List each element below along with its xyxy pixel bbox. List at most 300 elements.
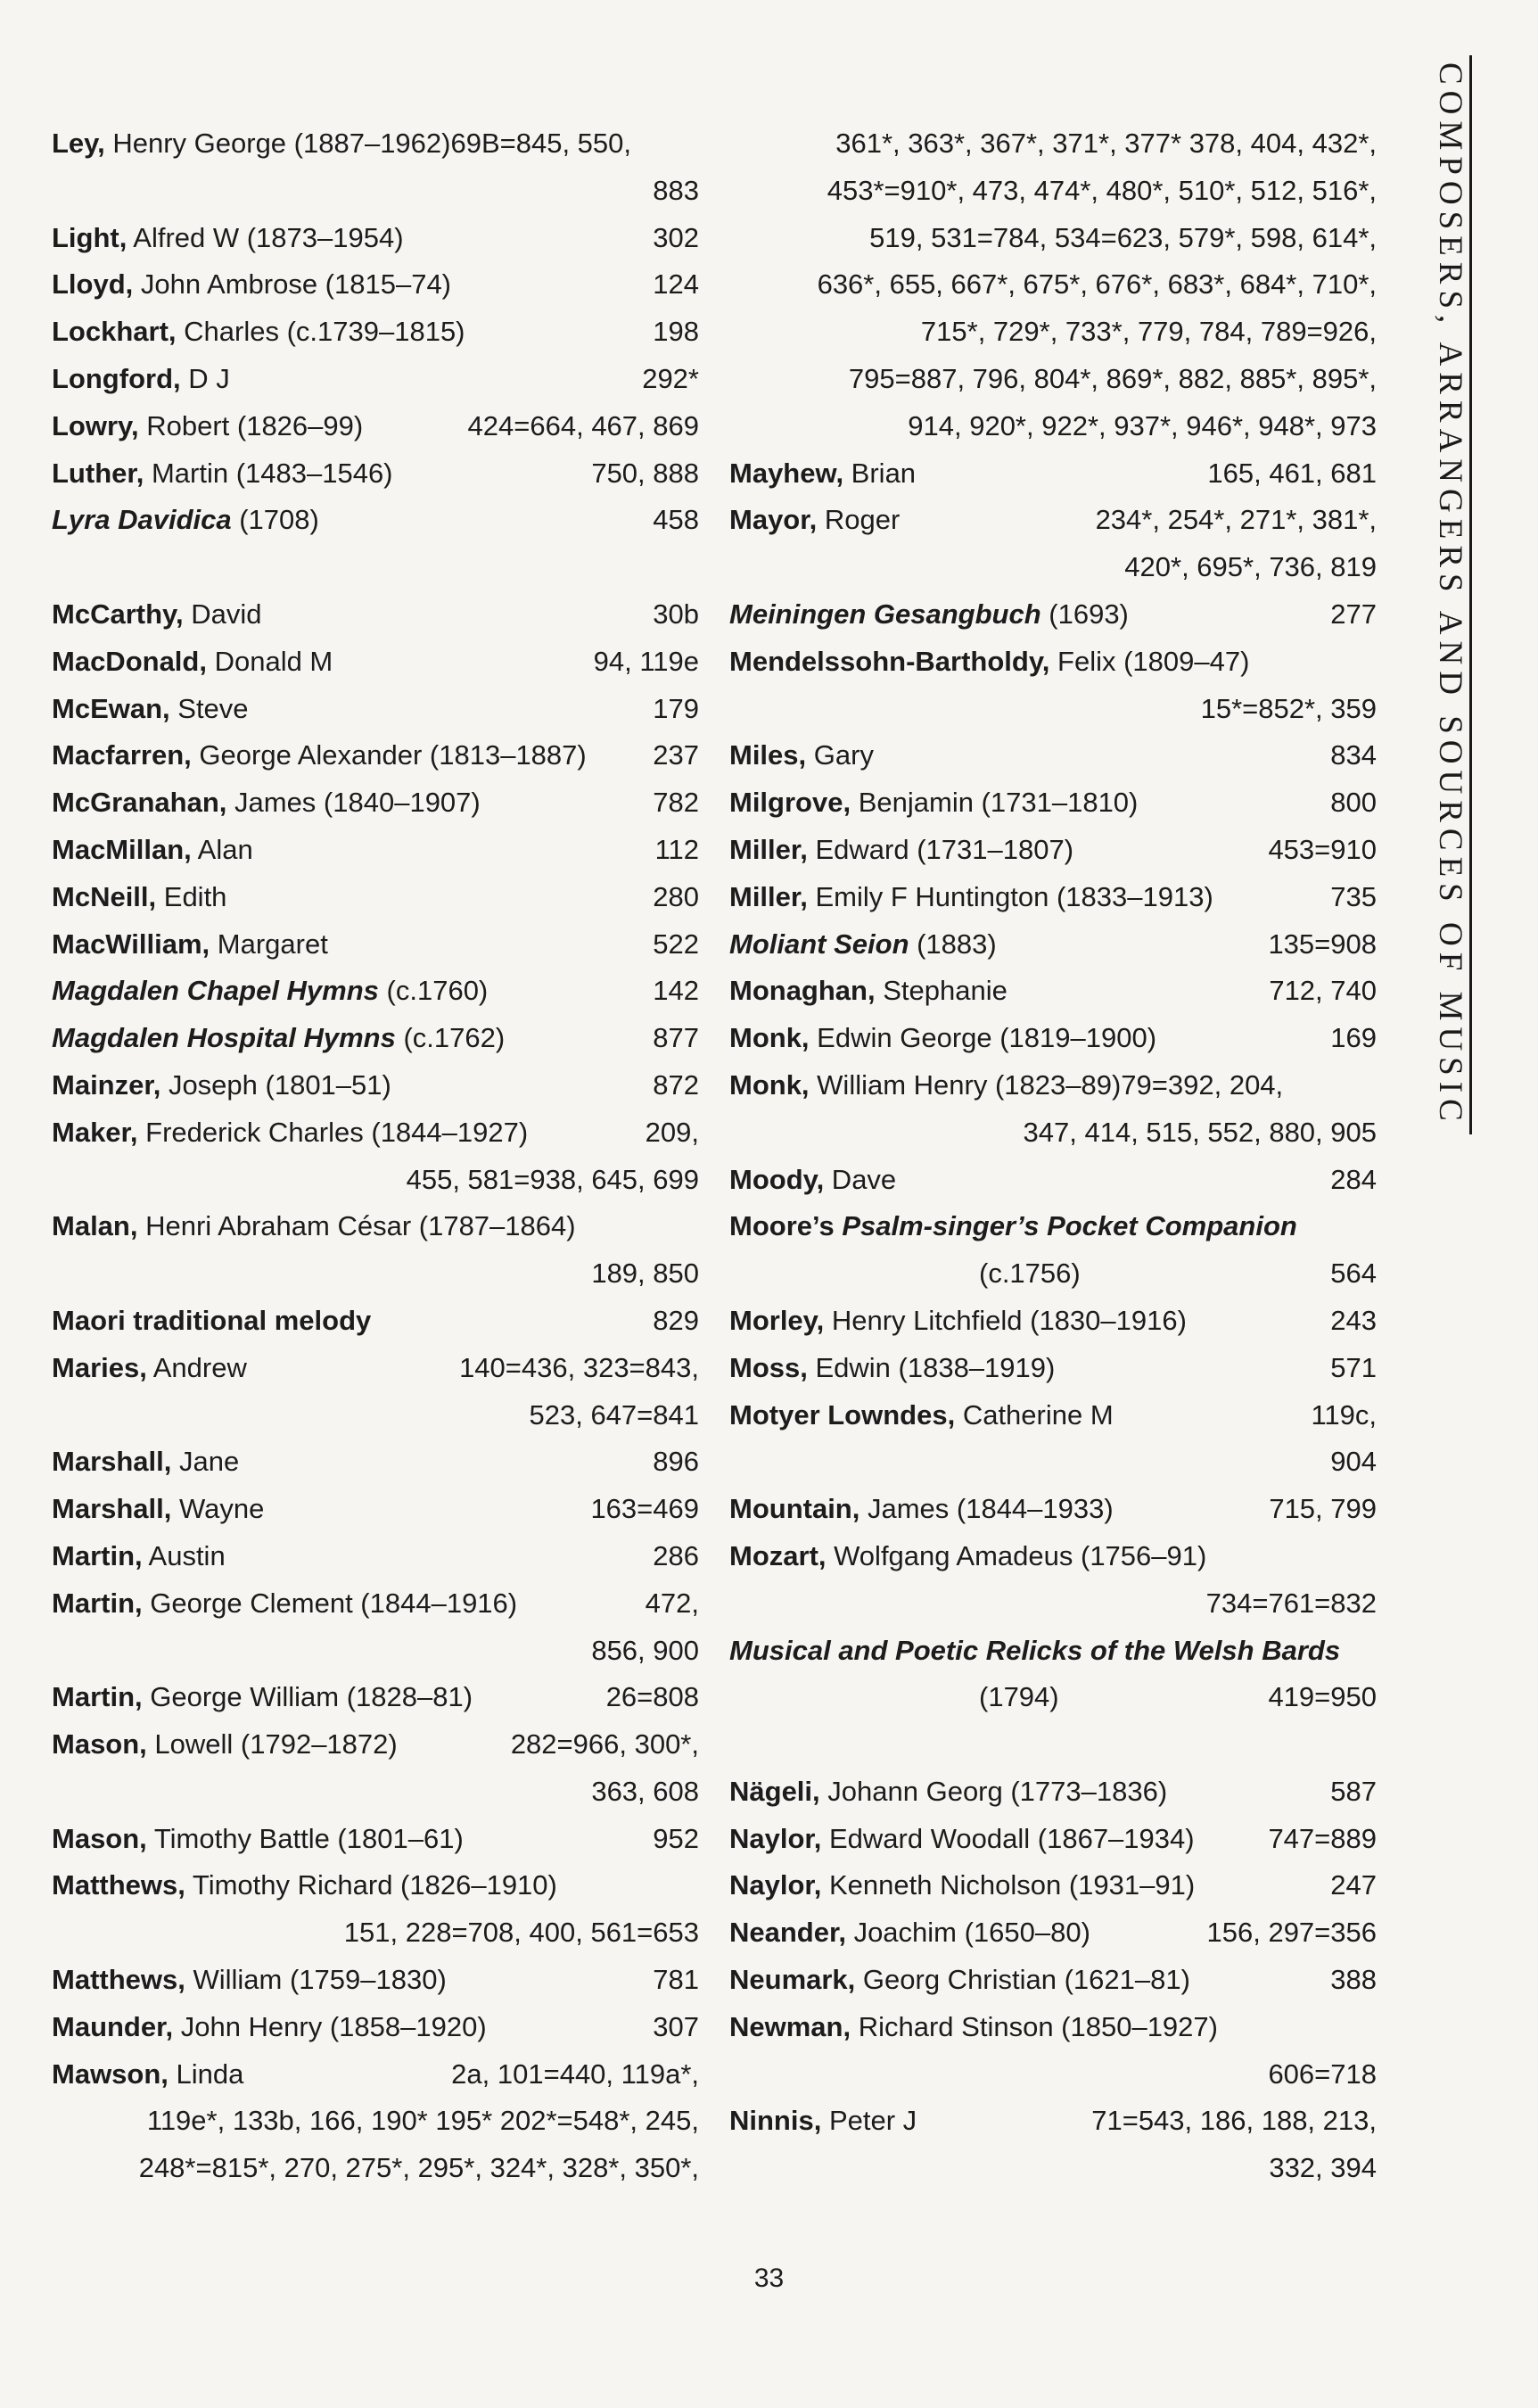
entry-name: Miller, — [729, 833, 808, 865]
entry-line — [52, 309, 699, 356]
entry-references: 361*, 363*, 367*, 371*, 377* 378, 404, 432*, — [835, 128, 1377, 159]
index-entry — [729, 1015, 1377, 1062]
entry-heading — [729, 1533, 1206, 1580]
entry-references: 419=950 — [1268, 1681, 1377, 1713]
entry-details: Lowell (1792–1872) — [146, 1728, 398, 1761]
index-entry — [729, 1533, 1377, 1628]
index-entry — [52, 261, 699, 309]
entry-name: Nägeli, — [729, 1775, 820, 1807]
index-entry — [52, 779, 699, 827]
entry-name: Moody, — [729, 1163, 825, 1195]
entry-line — [52, 403, 699, 450]
entry-references: 135=908 — [1268, 928, 1377, 960]
entry-details: Jane — [171, 1446, 240, 1478]
entry-heading — [52, 2004, 487, 2051]
entry-references: 156, 297=356 — [1206, 1917, 1377, 1949]
entry-heading — [729, 779, 1138, 827]
entry-line — [52, 1721, 699, 1769]
entry-line — [52, 1580, 699, 1628]
entry-continuation-line — [52, 1909, 699, 1957]
index-entry — [729, 1298, 1377, 1345]
entry-name: Malan, — [52, 1210, 138, 1242]
entry-details: Edward (1731–1807) — [807, 833, 1074, 865]
entry-references: 119e*, 133b, 166, 190* 195* 202*=548*, 245, — [146, 2105, 699, 2137]
entry-heading — [52, 1345, 247, 1392]
entry-heading — [52, 1533, 226, 1580]
index-entry — [52, 1580, 699, 1675]
entry-name-title: Psalm-singer’s Pocket Companion — [842, 1210, 1297, 1242]
entry-heading — [729, 968, 1008, 1015]
entry-line — [729, 1486, 1377, 1533]
entry-line — [52, 921, 699, 969]
entry-references: 124 — [653, 268, 699, 301]
entry-line — [729, 1015, 1377, 1062]
entry-heading — [52, 1203, 576, 1250]
entry-continuation-line — [729, 1250, 1377, 1298]
entry-details: George William (1828–81) — [142, 1681, 473, 1713]
entry-heading — [729, 1157, 896, 1204]
entry-heading — [729, 921, 997, 969]
entry-name: Monaghan, — [729, 975, 876, 1007]
entry-details: Edward Woodall (1867–1934) — [821, 1822, 1195, 1854]
index-entry — [52, 403, 699, 450]
entry-continuation-line — [729, 1109, 1377, 1157]
entry-details: (1708) — [231, 504, 319, 536]
entry-line — [729, 827, 1377, 874]
entry-references: 189, 850 — [591, 1258, 699, 1290]
entry-name: Maries, — [52, 1351, 147, 1383]
index-entry — [52, 1674, 699, 1721]
entry-references: 522 — [653, 928, 699, 960]
entry-name: Macfarren, — [52, 739, 192, 771]
entry-line — [52, 1203, 699, 1250]
entry-name: MacMillan, — [52, 833, 192, 865]
entry-line — [52, 1957, 699, 2004]
index-entry — [729, 1816, 1377, 1863]
entry-references: 715*, 729*, 733*, 779, 784, 789=926, — [920, 316, 1377, 348]
entry-continuation-line — [52, 1250, 699, 1298]
entry-name: Luther, — [52, 457, 144, 489]
entry-name: Maker, — [52, 1116, 138, 1148]
entry-continuation-line — [52, 1392, 699, 1439]
entry-name: Light, — [52, 221, 127, 253]
entry-heading — [52, 1439, 239, 1486]
entry-details: Alan — [191, 833, 253, 865]
index-entry — [729, 1862, 1377, 1909]
entry-references: 519, 531=784, 534=623, 579*, 598, 614*, — [869, 221, 1377, 253]
entry-name: Ley, — [52, 128, 105, 159]
entry-heading — [52, 1674, 473, 1721]
entry-name: Musical and Poetic Relicks of the Welsh Bards — [729, 1634, 1341, 1666]
index-entry — [729, 1957, 1377, 2004]
entry-references: 952 — [653, 1822, 699, 1854]
index-entry — [52, 1015, 699, 1062]
entry-heading — [52, 921, 328, 969]
entry-line — [52, 215, 699, 262]
entry-details: Charles (c.1739–1815) — [176, 316, 465, 348]
index-column-right — [729, 120, 1377, 2192]
entry-line — [52, 450, 699, 498]
entry-details: James (1844–1933) — [859, 1493, 1114, 1525]
entry-references: 872 — [653, 1068, 699, 1101]
entry-details: Edwin (1838–1919) — [807, 1351, 1056, 1383]
entry-name: Naylor, — [729, 1869, 822, 1901]
entry-details: George Clement (1844–1916) — [142, 1587, 518, 1619]
entry-heading — [52, 120, 631, 168]
index-entry — [52, 732, 699, 779]
entry-references: 71=543, 186, 188, 213, — [1091, 2105, 1377, 2137]
entry-name: Martin, — [52, 1539, 143, 1571]
index-entry — [52, 827, 699, 874]
entry-name: Mawson, — [52, 2058, 169, 2090]
entry-name: Marshall, — [52, 1446, 172, 1478]
entry-name: McCarthy, — [52, 598, 184, 630]
entry-references: 94, 119e — [593, 645, 699, 677]
entry-heading — [52, 497, 319, 544]
section-title: COMPOSERS, ARRANGERS AND SOURCES OF MUSIC — [1432, 62, 1468, 1127]
entry-line — [52, 1345, 699, 1392]
entry-continuation-line — [729, 356, 1377, 403]
entry-references: 453=910 — [1268, 833, 1377, 865]
entry-heading — [729, 1392, 1114, 1439]
entry-heading — [729, 1957, 1190, 2004]
entry-references: 914, 920*, 922*, 937*, 946*, 948*, 973 — [908, 409, 1377, 441]
entry-name: Milgrove, — [729, 787, 851, 819]
entry-line — [52, 1816, 699, 1863]
entry-name: Maunder, — [52, 2010, 174, 2042]
entry-details: David — [183, 598, 262, 630]
index-entry — [729, 2004, 1377, 2099]
entry-heading — [52, 356, 230, 403]
entry-references: 455, 581=938, 645, 699 — [406, 1163, 699, 1195]
entry-references: 472, — [645, 1587, 699, 1619]
entry-name: Magdalen Chapel Hymns — [52, 975, 379, 1007]
entry-details: Edith — [156, 880, 227, 912]
entry-name: Martin, — [52, 1587, 143, 1619]
entry-continuation-line — [52, 168, 699, 215]
entry-references: 280 — [653, 880, 699, 912]
index-column-left — [52, 120, 699, 2192]
entry-details: Alfred W (1873–1954) — [127, 221, 404, 253]
entry-references: 163=469 — [590, 1493, 699, 1525]
entry-name: MacDonald, — [52, 645, 207, 677]
entry-details: James (1840–1907) — [226, 787, 481, 819]
entry-details: (1883) — [909, 928, 997, 960]
entry-name: Neumark, — [729, 1964, 856, 1996]
index-entry — [52, 497, 699, 544]
entry-details: Steve — [169, 692, 249, 724]
entry-details: Dave — [824, 1163, 897, 1195]
entry-line — [729, 874, 1377, 921]
entry-name: McNeill, — [52, 880, 157, 912]
entry-references: 781 — [653, 1964, 699, 1996]
entry-heading — [52, 1015, 505, 1062]
entry-continuation-line — [729, 120, 1377, 168]
entry-line — [729, 1203, 1377, 1250]
entry-heading — [729, 1862, 1195, 1909]
entry-references: 292* — [642, 362, 699, 394]
entry-name: Monk, — [729, 1068, 810, 1101]
entry-references: 606=718 — [1268, 2058, 1377, 2090]
entry-references: 829 — [653, 1304, 699, 1336]
entry-details: Gary — [806, 739, 874, 771]
entry-heading — [52, 1721, 398, 1769]
index-entry — [729, 1203, 1377, 1298]
index-entry — [52, 874, 699, 921]
entry-line — [52, 1862, 699, 1909]
entry-line — [729, 1533, 1377, 1580]
index-entry — [52, 1062, 699, 1109]
entry-heading — [729, 450, 916, 498]
entry-heading — [729, 827, 1073, 874]
entry-continuation-line — [729, 261, 1377, 309]
index-entry — [52, 1439, 699, 1486]
entry-line — [52, 874, 699, 921]
index-entry — [52, 309, 699, 356]
entry-heading — [729, 2004, 1218, 2051]
entry-heading — [729, 1628, 1340, 1675]
entry-name: Mayhew, — [729, 457, 844, 489]
entry-name: Lyra Davidica — [52, 504, 232, 536]
entry-continuation-line — [729, 2051, 1377, 2099]
entry-details: (c.1760) — [378, 975, 489, 1007]
entry-line — [52, 732, 699, 779]
index-entry — [52, 120, 699, 215]
entry-references: 564 — [1330, 1258, 1377, 1290]
index-entry — [52, 2004, 699, 2051]
entry-heading — [52, 874, 226, 921]
entry-line — [729, 1862, 1377, 1909]
entry-heading — [52, 1109, 528, 1157]
index-entry — [729, 1062, 1377, 1157]
entry-heading — [729, 1298, 1187, 1345]
entry-details: William Henry (1823–89)79=392, 204, — [809, 1068, 1284, 1101]
entry-line — [52, 827, 699, 874]
index-entry — [729, 1628, 1377, 1722]
entry-name: Mayor, — [729, 504, 818, 536]
entry-details: Wayne — [171, 1493, 265, 1525]
entry-heading — [52, 639, 333, 686]
entry-line — [52, 2051, 699, 2099]
entry-references: 243 — [1330, 1304, 1377, 1336]
entry-references: 750, 888 — [591, 457, 699, 489]
entry-name: Martin, — [52, 1681, 143, 1713]
entry-continuation-line — [52, 2098, 699, 2145]
entry-references: 165, 461, 681 — [1207, 457, 1377, 489]
entry-line — [52, 1062, 699, 1109]
entry-details: Donald M — [206, 645, 333, 677]
entry-line — [729, 591, 1377, 639]
entry-references: 302 — [653, 221, 699, 253]
index-entry — [729, 450, 1377, 498]
entry-heading — [729, 1062, 1283, 1109]
entry-heading — [52, 1816, 464, 1863]
index-entry — [729, 497, 1377, 591]
entry-name: Maori traditional melody — [52, 1304, 372, 1336]
entry-continuation-line — [729, 309, 1377, 356]
entry-name: Mason, — [52, 1822, 147, 1854]
entry-references: 112 — [654, 833, 699, 865]
entry-references: 237 — [653, 739, 699, 771]
entry-heading — [52, 1862, 557, 1909]
entry-name: Miller, — [729, 880, 808, 912]
entry-heading — [52, 1580, 517, 1628]
entry-references: 856, 900 — [591, 1634, 699, 1666]
entry-details: (1693) — [1040, 598, 1129, 630]
entry-details: Catherine M — [955, 1398, 1114, 1431]
entry-references: 571 — [1330, 1351, 1377, 1383]
entry-line — [729, 1628, 1377, 1675]
entry-line — [729, 1062, 1377, 1109]
entry-name: Moss, — [729, 1351, 808, 1383]
entry-name: Moliant Seion — [729, 928, 909, 960]
index-entry — [729, 827, 1377, 874]
entry-references: 307 — [653, 2010, 699, 2042]
entry-references: 142 — [653, 975, 699, 1007]
entry-heading — [52, 261, 451, 309]
entry-references: 363, 608 — [591, 1775, 699, 1807]
entry-name: Newman, — [729, 2010, 851, 2042]
entry-heading — [52, 1957, 447, 2004]
entry-references: 347, 414, 515, 552, 880, 905 — [1023, 1116, 1377, 1148]
entry-line — [52, 2004, 699, 2051]
entry-details: Joachim (1650–80) — [845, 1917, 1090, 1949]
entry-references: 119c, — [1311, 1398, 1377, 1431]
entry-heading — [52, 1486, 264, 1533]
entry-continuation-line — [729, 544, 1377, 591]
entry-heading — [729, 639, 1249, 686]
entry-continuation-line — [729, 168, 1377, 215]
entry-line — [52, 1298, 699, 1345]
index-entry — [52, 1486, 699, 1533]
entry-references: 209, — [645, 1116, 699, 1148]
index-entry — [52, 1203, 699, 1298]
entry-line — [52, 1015, 699, 1062]
entry-line — [52, 779, 699, 827]
entry-references: 734=761=832 — [1205, 1587, 1377, 1619]
entry-heading — [52, 732, 587, 779]
entry-name: McGranahan, — [52, 787, 227, 819]
entry-name: Marshall, — [52, 1493, 172, 1525]
entry-heading — [729, 874, 1213, 921]
entry-references: 179 — [653, 692, 699, 724]
entry-references: 198 — [653, 316, 699, 348]
entry-references: 286 — [653, 1539, 699, 1571]
entry-continuation-line — [52, 1628, 699, 1675]
index-entry — [729, 1486, 1377, 1533]
entry-heading — [52, 2051, 243, 2099]
entry-line — [52, 1486, 699, 1533]
index-entry — [729, 968, 1377, 1015]
entry-heading — [729, 1345, 1055, 1392]
entry-continuation-line — [52, 1769, 699, 1816]
entry-details: Peter J — [821, 2105, 917, 2137]
entry-heading — [729, 1015, 1156, 1062]
entry-line — [729, 1392, 1377, 1439]
index-entry — [52, 639, 699, 686]
entry-references: 896 — [653, 1446, 699, 1478]
entry-line — [52, 968, 699, 1015]
entry-continuation-line — [729, 1439, 1377, 1486]
entry-line — [52, 591, 699, 639]
entry-references: 800 — [1330, 787, 1377, 819]
entry-continuation-line — [52, 2145, 699, 2192]
index-entry — [52, 1345, 699, 1439]
entry-line — [52, 120, 699, 168]
entry-references: 169 — [1330, 1022, 1377, 1054]
letter-group-gap — [52, 544, 699, 591]
entry-references: 715, 799 — [1269, 1493, 1377, 1525]
entry-details: Timothy Richard (1826–1910) — [185, 1869, 557, 1901]
entry-heading — [52, 686, 249, 733]
entry-name: Motyer Lowndes, — [729, 1398, 956, 1431]
entry-details: John Ambrose (1815–74) — [133, 268, 452, 301]
entry-name: Meiningen Gesangbuch — [729, 598, 1041, 630]
entry-line — [729, 1157, 1377, 1204]
entry-name: Lockhart, — [52, 316, 177, 348]
entry-details: Martin (1483–1546) — [144, 457, 393, 489]
entry-details: Felix (1809–47) — [1049, 645, 1250, 677]
entry-details: Joseph (1801–51) — [160, 1068, 391, 1101]
entry-name: Moore’s — [729, 1210, 843, 1242]
index-entry — [52, 1957, 699, 2004]
entry-continuation-line — [52, 1157, 699, 1204]
entry-details: Timothy Battle (1801–61) — [146, 1822, 464, 1854]
entry-references: 904 — [1330, 1446, 1377, 1478]
entry-references: 140=436, 323=843, — [459, 1351, 699, 1383]
entry-line — [729, 732, 1377, 779]
entry-continuation-line — [729, 215, 1377, 262]
entry-heading — [52, 779, 481, 827]
entry-details: Wolfgang Amadeus (1756–91) — [826, 1539, 1207, 1571]
entry-line — [52, 639, 699, 686]
entry-details: Stephanie — [875, 975, 1008, 1007]
index-entry — [52, 686, 699, 733]
entry-line — [52, 497, 699, 544]
entry-references: 782 — [653, 787, 699, 819]
index-entry — [52, 2051, 699, 2192]
entry-name: Mainzer, — [52, 1068, 161, 1101]
entry-line — [729, 779, 1377, 827]
entry-details: Richard Stinson (1850–1927) — [851, 2010, 1218, 2042]
entry-line — [52, 1109, 699, 1157]
entry-heading — [52, 1062, 391, 1109]
entry-line — [52, 686, 699, 733]
index-entry — [52, 1721, 699, 1816]
entry-heading — [729, 591, 1129, 639]
entry-heading — [52, 309, 465, 356]
entry-heading — [729, 1816, 1195, 1863]
index-entry — [729, 874, 1377, 921]
entry-heading — [729, 2098, 917, 2145]
entry-references: 795=887, 796, 804*, 869*, 882, 885*, 895*, — [848, 362, 1377, 394]
entry-name: Lloyd, — [52, 268, 134, 301]
entry-details: Kenneth Nicholson (1931–91) — [821, 1869, 1196, 1901]
entry-line — [729, 2004, 1377, 2051]
entry-line — [52, 1439, 699, 1486]
entry-references: 747=889 — [1268, 1822, 1377, 1854]
entry-name: Ninnis, — [729, 2105, 822, 2137]
entry-name: Neander, — [729, 1917, 846, 1949]
entry-line — [729, 968, 1377, 1015]
entry-references: 2a, 101=440, 119a*, — [451, 2058, 699, 2090]
index-entry — [729, 1769, 1377, 1816]
entry-heading — [729, 1769, 1167, 1816]
entry-details: Johann Georg (1773–1836) — [819, 1775, 1168, 1807]
entry-line — [52, 261, 699, 309]
entry-details: Austin — [142, 1539, 226, 1571]
entry-details: Brian — [843, 457, 917, 489]
